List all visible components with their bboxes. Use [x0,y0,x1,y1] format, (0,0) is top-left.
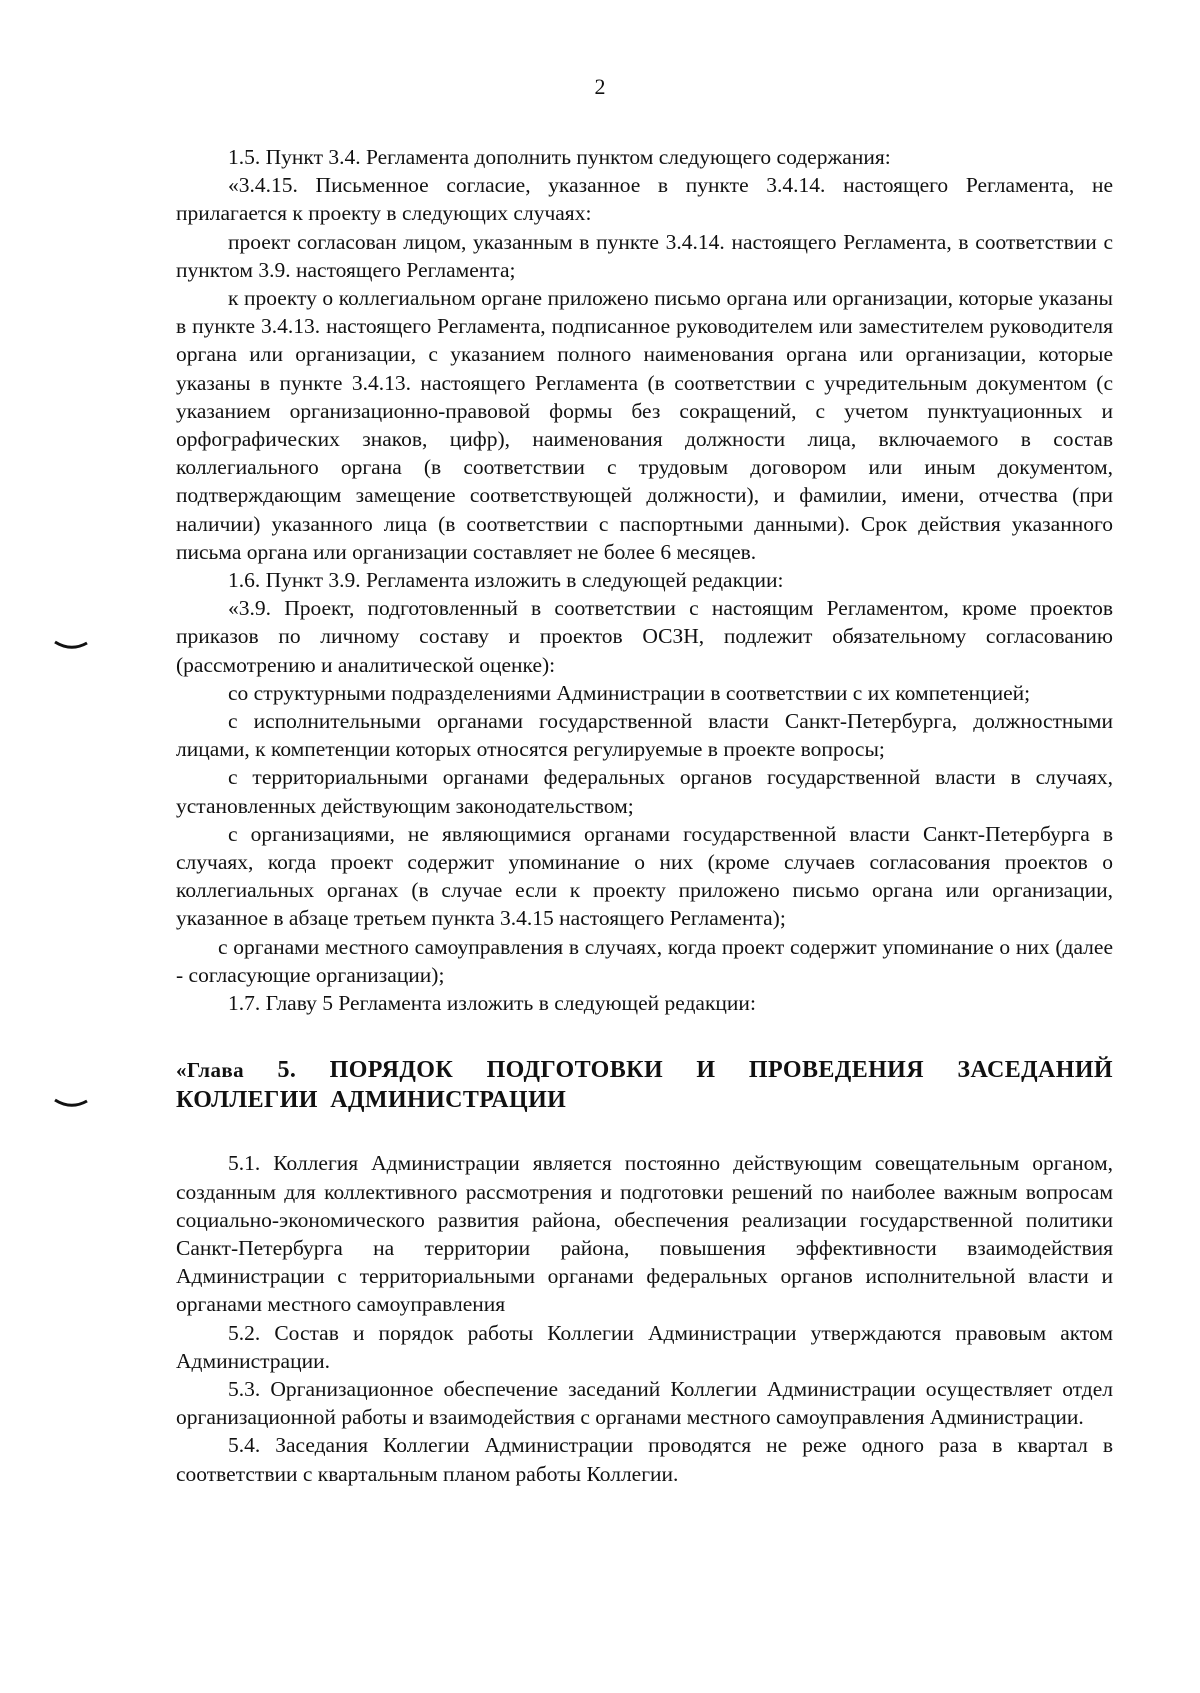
paragraph: к проекту о коллегиальном органе приложено письмо органа или организации, которые указаны в пункте 3.4.13. настоящего Регламента, подписанное руководителем или заместителем руководителя органа или организации, с указанием полного наименования органа или организации, которые указаны в пункте 3.4.13. настоящего Регламента (в соответствии с учредительным документом (с указанием организационно-правовой формы без сокращений, с учетом пунктуационных и орфографических знаков, цифр), наименования должности лица, включаемого в состав коллегиального органа (в соответствии с трудовым договором или иным документом, подтверждающим замещение соответствующей должности), и фамилии, имени, отчества (при наличии) указанного лица (в соответствии с паспортными данными). Срок действия указанного письма органа или организации составляет не более 6 месяцев. [176,286,1113,564]
chapter-title-lead: «Глава [176,1058,245,1083]
paragraph: с территориальными органами федеральных органов государственной власти в случаях, установленных действующим законодательством; [176,765,1113,818]
paragraph: 1.6. Пункт 3.9. Регламента изложить в следующей редакции: [228,568,784,593]
paragraph: с органами местного самоуправления в случаях, когда проект содержит упоминание о них (далее - согласующие организации); [176,934,1113,987]
binding-hole-mark [54,640,88,652]
paragraph: проект согласован лицом, указанным в пункте 3.4.14. настоящего Регламента, в соответствии с пунктом 3.9. настоящего Регламента; [176,229,1113,282]
paragraph: 1.5. Пункт 3.4. Регламента дополнить пунктом следующего содержания: [228,145,891,169]
paragraph: 5.4. Заседания Коллегии Администрации проводятся не реже одного раза в квартал в соответствии с квартальным планом работы Коллегии. [176,1433,1113,1486]
paragraph: 1.7. Главу 5 Регламента изложить в следующей редакции: [228,991,756,1016]
paragraph: 5.1. Коллегия Администрации является постоянно действующим совещательным органом, созданным для коллективного рассмотрения и подготовки решений по наиболее важным вопросам социально-экономического развития района, обеспечения реализации государственной политики Санкт-Петербурга на территории района, повышения эффективности взаимодействия Администрации с территориальными органами федеральных органов исполнительной власти и органами местного самоуправления [176,1151,1113,1317]
paragraph: со структурными подразделениями Администрации в соответствии с их компетенцией; [228,680,1031,705]
paragraph: 5.2. Состав и порядок работы Коллегии Администрации утверждаются правовым актом Администрации. [176,1320,1113,1373]
paragraph: с организациями, не являющимися органами государственной власти Санкт-Петербурга в случаях, когда проект содержит упоминание о них (кроме случаев согласования проектов о коллегиальных органах (в случае если к проекту приложено письмо органа или организации, указанное в абзаце третьем пункта 3.4.15 настоящего Регламента); [176,821,1113,931]
document-body [176,143,1113,1488]
chapter-title-text: 5. ПОРЯДОК ПОДГОТОВКИ И ПРОВЕДЕНИЯ ЗАСЕДАНИЙ КОЛЛЕГИИ АДМИНИСТРАЦИИ [176,1057,1113,1114]
binding-hole-mark [54,1098,88,1110]
paragraph: 5.3. Организационное обеспечение заседаний Коллегии Администрации осуществляет отдел организационной работы и взаимодействия с органами местного самоуправления Администрации. [176,1376,1113,1430]
paragraph: с исполнительными органами государственной власти Санкт-Петербурга, должностными лицами, к компетенции которых относятся регулируемые в проекте вопросы; [176,709,1113,762]
chapter-title [176,1055,1113,1115]
paragraph: «3.9. Проект, подготовленный в соответствии с настоящим Регламентом, кроме проектов приказов по личному составу и проектов ОСЗН, подлежит обязательному согласованию (рассмотрению и аналитической оценке): [176,596,1113,677]
paragraph: «3.4.15. Письменное согласие, указанное в пункте 3.4.14. настоящего Регламента, не прилагается к проекту в следующих случаях: [176,173,1113,226]
page-number: 2 [594,74,606,99]
